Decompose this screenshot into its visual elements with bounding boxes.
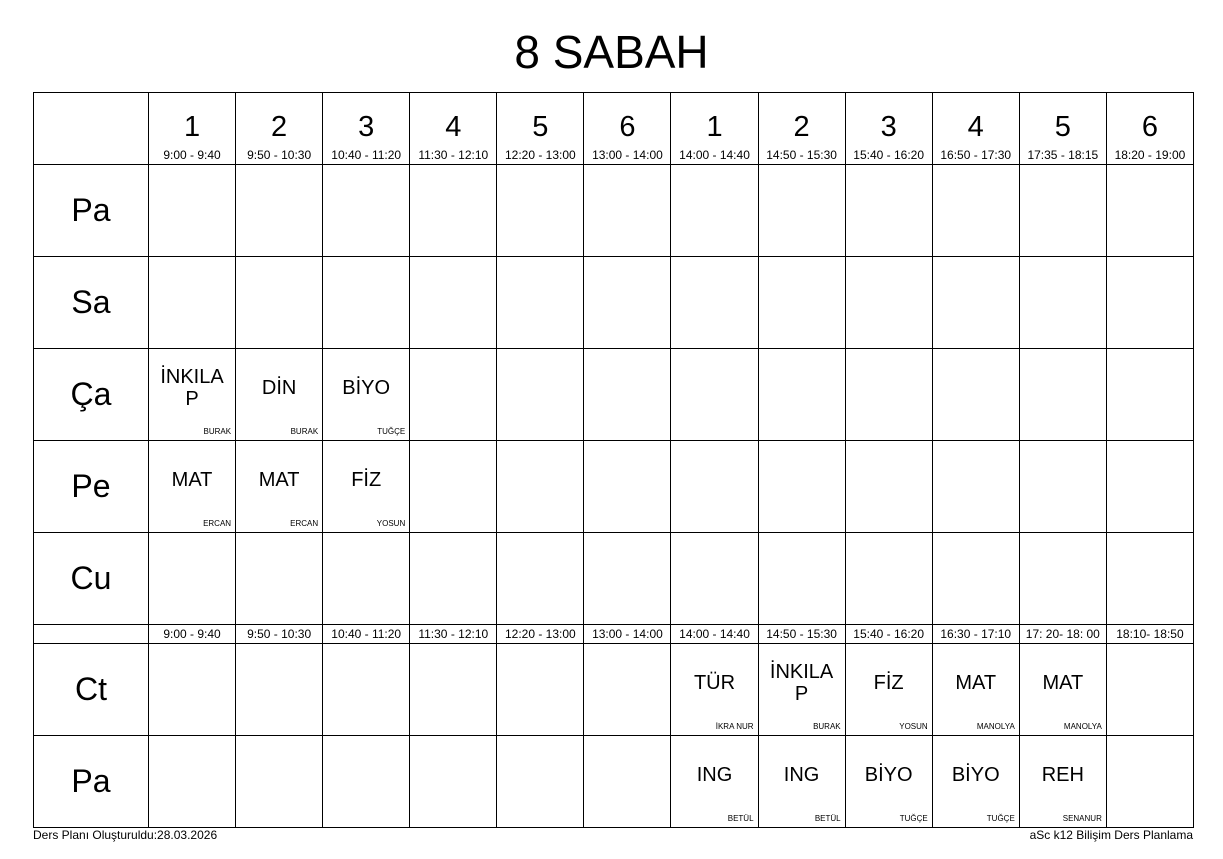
lesson-cell xyxy=(149,441,236,533)
lesson-cell xyxy=(1019,644,1106,736)
empty-cell xyxy=(584,441,671,533)
lesson-subject: ING xyxy=(783,763,820,786)
lesson-cell xyxy=(671,644,758,736)
day-label: Cu xyxy=(34,533,149,625)
empty-cell xyxy=(149,736,236,828)
lesson-teacher: YOSUN xyxy=(376,519,406,528)
lesson-teacher: TUĞÇE xyxy=(377,427,406,436)
lesson-cell xyxy=(932,644,1019,736)
period-header xyxy=(410,93,497,165)
empty-cell xyxy=(410,644,497,736)
lesson-teacher: ERCAN xyxy=(203,519,232,528)
corner-cell xyxy=(34,93,149,165)
lesson-subject-wrap xyxy=(850,644,928,721)
empty-cell xyxy=(758,257,845,349)
lesson-teacher: TUĞÇE xyxy=(899,814,928,823)
period-header xyxy=(584,93,671,165)
weekend-period-time: 12:20 - 13:00 xyxy=(497,625,584,644)
empty-cell xyxy=(1019,349,1106,441)
lesson-teacher: TUĞÇE xyxy=(986,814,1015,823)
empty-cell xyxy=(323,165,410,257)
weekend-period-time: 13:00 - 14:00 xyxy=(584,625,671,644)
weekend-period-time: 11:30 - 12:10 xyxy=(410,625,497,644)
period-header xyxy=(1106,93,1193,165)
period-number: 5 xyxy=(1054,111,1071,143)
empty-cell xyxy=(845,441,932,533)
day-label: Pa xyxy=(34,165,149,257)
empty-cell xyxy=(584,165,671,257)
lesson-cell xyxy=(758,736,845,828)
lesson-subject: BİYO xyxy=(864,763,913,786)
weekend-period-time: 17: 20- 18: 00 xyxy=(1019,625,1106,644)
empty-cell xyxy=(845,257,932,349)
empty-cell xyxy=(149,257,236,349)
lesson-cell xyxy=(149,349,236,441)
software-credit: aSc k12 Bilişim Ders Planlama xyxy=(1029,828,1193,842)
lesson-teacher: BURAK xyxy=(203,427,232,436)
day-row xyxy=(34,349,1194,441)
period-time: 13:00 - 14:00 xyxy=(592,148,663,162)
day-label: Ça xyxy=(34,349,149,441)
empty-cell xyxy=(758,441,845,533)
empty-cell xyxy=(1019,441,1106,533)
lesson-teacher: MANOLYA xyxy=(1063,722,1102,731)
lesson-subject-wrap xyxy=(763,644,841,721)
period-header-row xyxy=(34,93,1194,165)
weekend-time-row xyxy=(34,625,1194,644)
empty-cell xyxy=(497,165,584,257)
period-number: 1 xyxy=(183,111,201,143)
period-number: 5 xyxy=(532,111,549,143)
lesson-teacher: MANOLYA xyxy=(976,722,1015,731)
empty-cell xyxy=(410,165,497,257)
empty-cell xyxy=(323,257,410,349)
lesson-cell xyxy=(671,736,758,828)
lesson-subject: MAT xyxy=(171,468,213,491)
day-row xyxy=(34,736,1194,828)
weekend-period-time: 10:40 - 11:20 xyxy=(323,625,410,644)
period-header xyxy=(236,93,323,165)
empty-cell xyxy=(1106,644,1193,736)
lesson-subject-wrap xyxy=(240,349,318,426)
lesson-subject: REH xyxy=(1041,763,1084,786)
lesson-cell xyxy=(236,349,323,441)
lesson-subject: MAT xyxy=(258,468,300,491)
day-label: Pe xyxy=(34,441,149,533)
lesson-subject-wrap xyxy=(153,349,231,426)
empty-cell xyxy=(758,349,845,441)
lesson-teacher: BETÜL xyxy=(814,814,841,823)
day-label: Pa xyxy=(34,736,149,828)
period-time: 14:00 - 14:40 xyxy=(679,148,750,162)
period-number: 3 xyxy=(880,111,897,143)
lesson-subject: İNKILAP xyxy=(160,365,224,410)
empty-cell xyxy=(236,257,323,349)
lesson-subject: ING xyxy=(696,763,733,786)
lesson-cell xyxy=(932,736,1019,828)
empty-cell xyxy=(845,533,932,625)
empty-cell xyxy=(932,441,1019,533)
lesson-teacher: İKRA NUR xyxy=(715,722,754,731)
period-time: 18:20 - 19:00 xyxy=(1114,148,1186,162)
period-header xyxy=(497,93,584,165)
page-title: 8 SABAH xyxy=(514,26,709,78)
day-label: Ct xyxy=(34,644,149,736)
lesson-subject-wrap xyxy=(763,736,841,813)
lesson-subject: FİZ xyxy=(873,671,904,694)
empty-cell xyxy=(758,533,845,625)
empty-cell xyxy=(323,644,410,736)
empty-cell xyxy=(1106,441,1193,533)
lesson-subject-wrap xyxy=(675,736,753,813)
empty-cell xyxy=(410,736,497,828)
period-number: 4 xyxy=(967,111,984,143)
empty-cell xyxy=(932,533,1019,625)
lesson-subject: MAT xyxy=(1042,671,1084,694)
lesson-subject-wrap xyxy=(153,441,231,518)
empty-cell xyxy=(323,533,410,625)
empty-cell xyxy=(845,349,932,441)
lesson-cell xyxy=(758,644,845,736)
empty-cell xyxy=(932,349,1019,441)
period-header xyxy=(758,93,845,165)
lesson-cell xyxy=(323,441,410,533)
lesson-teacher: SENANUR xyxy=(1062,814,1102,823)
lesson-subject: BİYO xyxy=(951,763,1000,786)
lesson-subject-wrap xyxy=(1024,736,1102,813)
period-time: 15:40 - 16:20 xyxy=(853,148,925,162)
period-number: 6 xyxy=(1141,111,1158,143)
timetable xyxy=(33,92,1194,828)
lesson-cell xyxy=(845,644,932,736)
empty-cell xyxy=(497,644,584,736)
empty-cell xyxy=(1106,165,1193,257)
period-time: 9:00 - 9:40 xyxy=(163,148,221,162)
weekend-period-time: 18:10- 18:50 xyxy=(1106,625,1193,644)
period-number: 1 xyxy=(706,111,723,143)
period-header xyxy=(149,93,236,165)
empty-cell xyxy=(497,736,584,828)
day-row xyxy=(34,257,1194,349)
empty-cell xyxy=(236,644,323,736)
empty-cell xyxy=(584,533,671,625)
empty-cell xyxy=(149,165,236,257)
period-number: 3 xyxy=(358,111,375,143)
period-number: 2 xyxy=(271,111,288,143)
weekend-period-time: 15:40 - 16:20 xyxy=(845,625,932,644)
day-row xyxy=(34,441,1194,533)
lesson-subject-wrap xyxy=(240,441,318,518)
empty-cell xyxy=(584,644,671,736)
lesson-subject-wrap xyxy=(327,349,405,426)
empty-cell xyxy=(497,257,584,349)
empty-cell xyxy=(149,533,236,625)
period-time: 9:50 - 10:30 xyxy=(247,148,312,162)
empty-cell xyxy=(323,736,410,828)
day-row xyxy=(34,533,1194,625)
empty-cell xyxy=(671,441,758,533)
period-time: 12:20 - 13:00 xyxy=(504,148,576,162)
empty-cell xyxy=(1106,533,1193,625)
weekend-period-time: 16:30 - 17:10 xyxy=(932,625,1019,644)
empty-cell xyxy=(1019,165,1106,257)
lesson-subject-wrap xyxy=(1024,644,1102,721)
empty-cell xyxy=(1019,533,1106,625)
empty-cell xyxy=(671,349,758,441)
weekend-period-time: 9:00 - 9:40 xyxy=(149,625,236,644)
empty-cell xyxy=(1106,349,1193,441)
period-header xyxy=(845,93,932,165)
lesson-teacher: BETÜL xyxy=(727,814,754,823)
lesson-teacher: ERCAN xyxy=(290,519,319,528)
empty-cell xyxy=(410,533,497,625)
empty-cell xyxy=(671,257,758,349)
weekend-period-time: 9:50 - 10:30 xyxy=(236,625,323,644)
lesson-subject: İNKILAP xyxy=(769,660,834,705)
day-row xyxy=(34,644,1194,736)
empty-cell xyxy=(758,165,845,257)
day-row xyxy=(34,165,1194,257)
lesson-cell xyxy=(236,441,323,533)
lesson-cell xyxy=(1019,736,1106,828)
lesson-subject-wrap xyxy=(675,644,753,721)
empty-cell xyxy=(932,257,1019,349)
empty-cell xyxy=(671,165,758,257)
period-number: 2 xyxy=(793,111,810,143)
lesson-teacher: YOSUN xyxy=(899,722,928,731)
period-time: 16:50 - 17:30 xyxy=(940,148,1012,162)
empty-cell xyxy=(236,165,323,257)
lesson-subject: TÜR xyxy=(693,671,736,694)
period-header xyxy=(323,93,410,165)
empty-cell xyxy=(410,441,497,533)
empty-cell xyxy=(497,533,584,625)
lesson-subject: BİYO xyxy=(342,376,391,399)
created-date: Ders Planı Oluşturuldu:28.03.2026 xyxy=(33,828,218,842)
lesson-subject: DİN xyxy=(261,376,297,399)
empty-cell xyxy=(236,533,323,625)
empty-cell xyxy=(584,257,671,349)
time-row-label xyxy=(34,625,149,644)
lesson-subject: FİZ xyxy=(351,468,382,491)
empty-cell xyxy=(671,533,758,625)
lesson-subject-wrap xyxy=(327,441,405,518)
period-number: 4 xyxy=(445,111,462,143)
empty-cell xyxy=(1106,257,1193,349)
empty-cell xyxy=(410,257,497,349)
lesson-teacher: BURAK xyxy=(813,722,841,731)
empty-cell xyxy=(1106,736,1193,828)
lesson-subject-wrap xyxy=(937,736,1015,813)
period-header xyxy=(671,93,758,165)
empty-cell xyxy=(410,349,497,441)
weekend-period-time: 14:00 - 14:40 xyxy=(671,625,758,644)
period-number: 6 xyxy=(619,111,636,143)
lesson-cell xyxy=(323,349,410,441)
lesson-subject-wrap xyxy=(850,736,928,813)
period-time: 14:50 - 15:30 xyxy=(766,148,837,162)
empty-cell xyxy=(932,165,1019,257)
weekend-period-time: 14:50 - 15:30 xyxy=(758,625,845,644)
empty-cell xyxy=(497,441,584,533)
lesson-subject-wrap xyxy=(937,644,1015,721)
lesson-teacher: BURAK xyxy=(290,427,319,436)
period-time: 10:40 - 11:20 xyxy=(331,148,402,162)
period-time: 11:30 - 12:10 xyxy=(418,148,489,162)
empty-cell xyxy=(1019,257,1106,349)
period-header xyxy=(1019,93,1106,165)
lesson-cell xyxy=(845,736,932,828)
period-header xyxy=(932,93,1019,165)
day-label: Sa xyxy=(34,257,149,349)
empty-cell xyxy=(149,644,236,736)
lesson-subject: MAT xyxy=(955,671,997,694)
period-time: 17:35 - 18:15 xyxy=(1027,148,1099,162)
empty-cell xyxy=(497,349,584,441)
empty-cell xyxy=(845,165,932,257)
empty-cell xyxy=(584,349,671,441)
empty-cell xyxy=(584,736,671,828)
empty-cell xyxy=(236,736,323,828)
